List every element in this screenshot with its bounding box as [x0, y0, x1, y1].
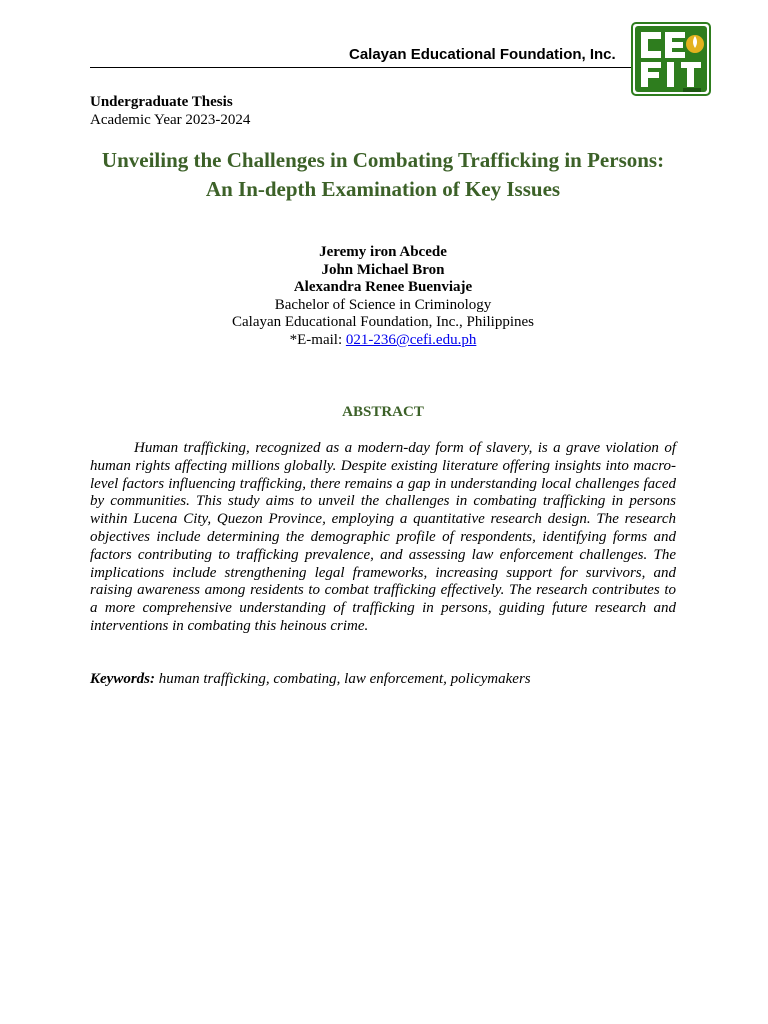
thesis-type: Undergraduate Thesis	[90, 94, 233, 110]
header-rule	[90, 67, 676, 68]
email-label: *E-mail:	[289, 331, 346, 348]
abstract-body: Human trafficking, recognized as a modern-day form of slavery, is a grave violation of human rights affecting millions globally. Despite existing literature offering insights into macro-level factors influencing trafficking, there remains a gap in understanding local challenges faced by communities. This study aims to unveil the challenges in combating trafficking in persons within Lucena City, Quezon Province, employing a quantitative research design. The research objectives include determining the demographic profile of respondents, identifying forms and factors contributing to trafficking prevalence, and assessing law enforcement challenges. The implications include strengthening legal frameworks, increasing support for survivors, and raising awareness among residents to combat trafficking effectively. The research contributes to a more comprehensive understanding of trafficking in persons, guiding future research and interventions in combating this heinous crime.	[90, 440, 676, 634]
author-name: Alexandra Renee Buenviaje	[293, 279, 473, 296]
keywords-line	[90, 671, 676, 688]
paper-title: Unveiling the Challenges in Combating Trafficking in Persons: An In-depth Examination of Key Issues	[101, 148, 665, 201]
cefi-logo-icon	[631, 22, 711, 96]
email-link[interactable]: 021-236@cefi.edu.ph	[345, 331, 477, 348]
author-name: Jeremy iron Abcede	[319, 244, 447, 260]
header-institution: Calayan Educational Foundation, Inc.	[349, 46, 616, 63]
author-email-line	[90, 332, 676, 350]
author-program: Bachelor of Science in Criminology	[274, 296, 492, 313]
author-affiliation: Calayan Educational Foundation, Inc., Philippines	[231, 314, 535, 331]
keywords-text: human trafficking, combating, law enforcement, policymakers	[155, 671, 531, 687]
abstract-heading: ABSTRACT	[342, 404, 424, 420]
keywords-label: Keywords:	[90, 671, 155, 687]
author-name: John Michael Bron	[321, 261, 445, 278]
academic-year: Academic Year 2023-2024	[90, 112, 251, 128]
author-block	[90, 244, 676, 350]
thesis-meta	[90, 93, 250, 129]
